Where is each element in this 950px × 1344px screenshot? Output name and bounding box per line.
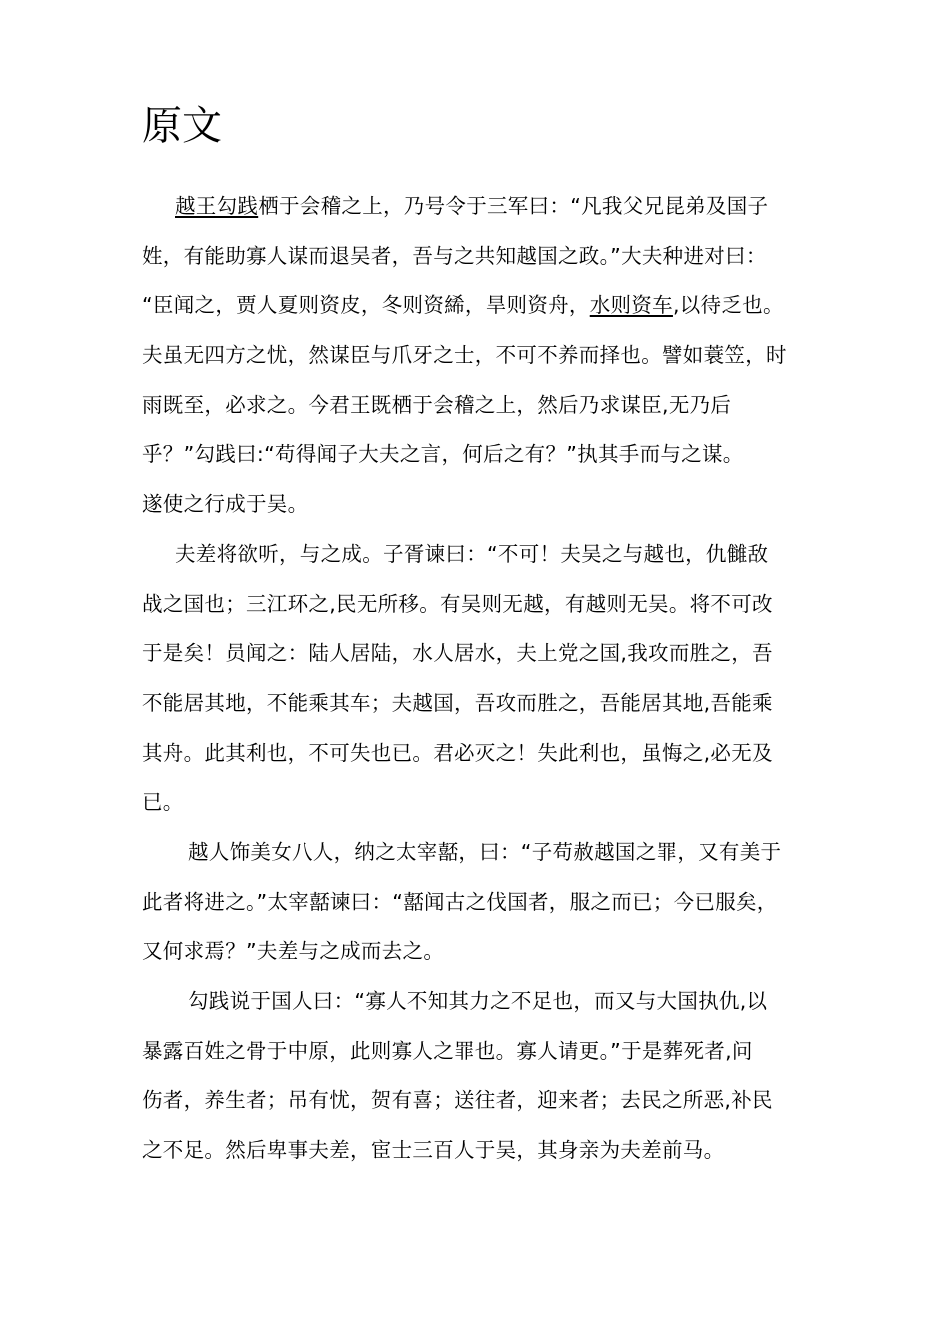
text-span: 又何求焉？”夫差与之成而去之。	[142, 939, 445, 964]
page-title: 原文	[142, 103, 222, 149]
text-span: 战之国也；三江环之,民无所移。有吴则无越，有越则无吴。将不可改	[142, 591, 773, 616]
text-span: 不能居其地，不能乘其车；夫越国，吾攻而胜之，吾能居其地,吾能乘	[142, 690, 773, 715]
text-line	[142, 878, 842, 928]
underlined-name: 越王勾践	[175, 194, 259, 218]
text-line	[142, 381, 842, 431]
text-line	[142, 1076, 842, 1126]
text-span: 栖于会稽之上，乃号令于三军曰：“凡我父兄昆弟及国子	[258, 194, 769, 218]
text-span: 之不足。然后卑事夫差，宦士三百人于吴，其身亲为夫差前马。	[142, 1138, 725, 1163]
text-span: 遂使之行成于吴。	[142, 492, 309, 517]
text-span: 其舟。此其利也，不可失也已。君必灭之！失此利也，虽悔之,必无及	[142, 740, 773, 765]
text-line	[142, 1027, 842, 1077]
text-span: 于是矣！员闻之：陆人居陆，水人居水，夫上党之国,我攻而胜之，吾	[142, 641, 773, 666]
text-span: 越人饰美女八人，纳之太宰嚭，曰：“子苟赦越国之罪，又有美于	[188, 839, 782, 864]
text-span: 伤者，养生者；吊有忧，贺有喜；送往者，迎来者；去民之所恶,补民	[142, 1088, 773, 1113]
text-span: 夫虽无四方之忧，然谋臣与爪牙之士，不可不养而择也。譬如蓑笠，时	[142, 343, 787, 368]
text-span: 已。	[142, 790, 184, 815]
text-line	[142, 182, 842, 232]
text-span: 勾践说于国人曰：“寡人不知其力之不足也，而又与大国执仇,以	[188, 989, 768, 1013]
text-span: 夫差将欲听，与之成。子胥谏曰：“不可！夫吴之与越也，仇雠敌	[175, 541, 769, 566]
text-line	[142, 629, 842, 679]
text-line	[142, 679, 842, 729]
text-span: ,以待乏也。	[672, 293, 784, 318]
text-span: 姓，有能助寡人谋而退吴者，吾与之共知越国之政。”大夫种进对曰：	[142, 243, 767, 268]
text-line	[142, 1126, 842, 1176]
text-span: 此者将进之。”太宰嚭谏曰：“嚭闻古之伐国者，服之而已；今已服矣，	[142, 889, 778, 914]
text-line	[142, 977, 842, 1027]
text-line	[142, 927, 842, 977]
text-line	[142, 580, 842, 630]
document-body	[142, 182, 842, 1176]
text-line	[142, 232, 842, 282]
text-span: 暴露百姓之骨于中原，此则寡人之罪也。寡人请更。”于是葬死者,问	[142, 1038, 753, 1063]
text-line	[142, 281, 842, 331]
underlined-phrase: 水则资车	[589, 293, 673, 318]
text-line	[142, 530, 842, 580]
text-line	[142, 729, 842, 779]
text-line	[142, 480, 842, 530]
text-span: 雨既至，必求之。今君王既栖于会稽之上，然后乃求谋臣,无乃后	[142, 392, 732, 417]
text-span: 乎？”勾践曰:“苟得闻子大夫之言，何后之有？”执其手而与之谋。	[142, 442, 744, 467]
text-line	[142, 331, 842, 381]
text-line	[142, 778, 842, 828]
text-span: “臣闻之，贾人夏则资皮，冬则资絺，旱则资舟，	[142, 293, 590, 318]
text-line	[142, 430, 842, 480]
text-line	[142, 828, 842, 878]
